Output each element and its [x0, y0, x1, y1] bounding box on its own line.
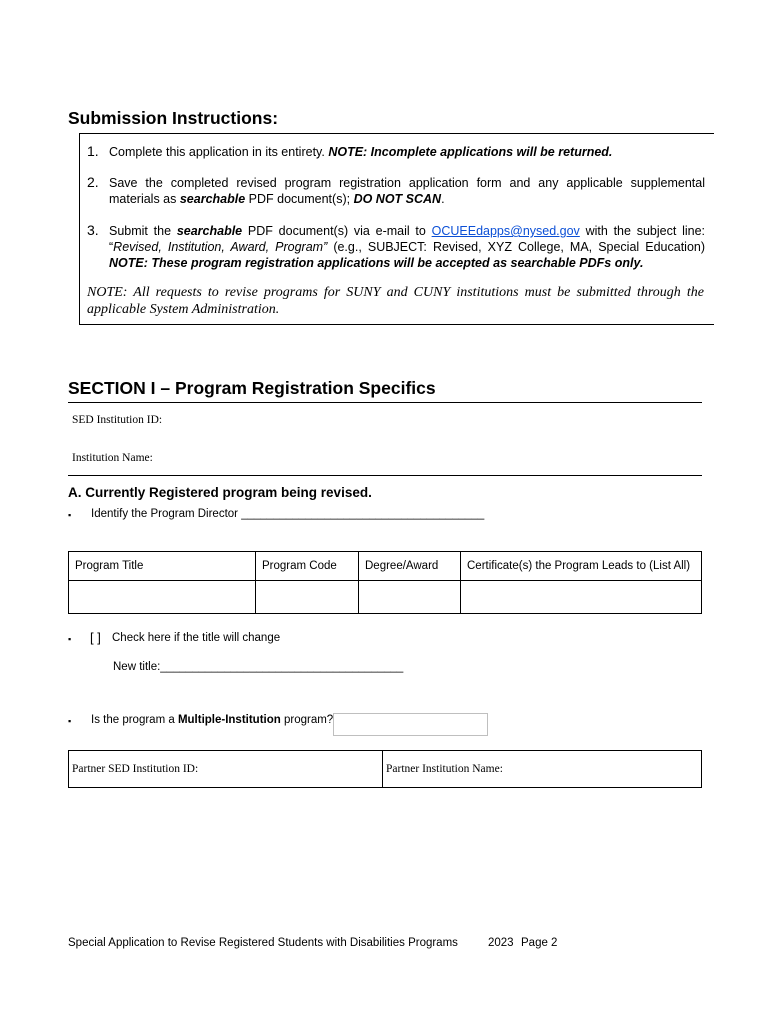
item-2-body-c: .	[441, 192, 445, 206]
footer-page-number: Page 2	[521, 937, 558, 949]
item-3-body-a: Submit the	[109, 224, 177, 238]
institution-info-box	[68, 402, 702, 476]
item-3-number: 3.	[87, 222, 99, 238]
email-link[interactable]: OCUEEdapps@nysed.gov	[431, 224, 580, 238]
item-3-searchable: searchable	[176, 224, 243, 238]
footer-title: Special Application to Revise Registered Students with Disabilities Programs	[68, 937, 458, 949]
section-1-heading: SECTION I – Program Registration Specifics	[68, 378, 436, 398]
item-3-bold-note: NOTE: These program registration applications will be accepted as searchable PDFs only.	[109, 256, 644, 270]
item-2-text	[109, 175, 705, 207]
item-2-searchable: searchable	[179, 192, 246, 206]
part-a-heading: A. Currently Registered program being revised.	[68, 485, 372, 500]
program-code-cell[interactable]	[256, 581, 359, 614]
bullet-icon: ▪	[68, 510, 72, 520]
item-1-text	[109, 144, 705, 160]
title-change-checkbox[interactable]: [ ]	[90, 630, 101, 645]
new-title-field[interactable]: New title:______________________________________	[113, 661, 404, 673]
program-director-field[interactable]: Identify the Program Director ______________________________________	[91, 508, 485, 520]
title-change-label: Check here if the title will change	[112, 632, 281, 644]
item-2-number: 2.	[87, 174, 99, 190]
item-3-body-d: (e.g., SUBJECT: Revised, XYZ College, MA, Special Education)	[327, 240, 706, 254]
footer-year: 2023	[488, 937, 514, 949]
multi-q-prefix: Is the program a	[91, 714, 178, 726]
header-certificates: Certificate(s) the Program Leads to (List All)	[461, 552, 702, 581]
sed-institution-id-label: SED Institution ID:	[72, 414, 163, 426]
partner-sed-id-label: Partner SED Institution ID:	[72, 763, 199, 775]
certificates-cell[interactable]	[461, 581, 702, 614]
table-row	[69, 751, 702, 788]
header-program-code: Program Code	[256, 552, 359, 581]
item-3-subject-format: Revised, Institution, Award, Program”	[113, 240, 328, 254]
item-3-text	[109, 223, 705, 271]
multi-institution-input[interactable]	[333, 713, 488, 736]
suny-cuny-note: NOTE: All requests to revise programs for SUNY and CUNY institutions must be submitted through the applicable System Administration.	[87, 285, 704, 317]
item-2-body-b: PDF document(s);	[245, 192, 354, 206]
partner-name-cell[interactable]	[383, 751, 702, 788]
item-2-body-a: Save the completed revised program registration application form and any applicable supplemental materials as	[109, 176, 705, 206]
program-title-cell[interactable]	[69, 581, 256, 614]
program-table	[68, 551, 702, 614]
item-2-do-not-scan: DO NOT SCAN	[353, 192, 442, 206]
partner-table	[68, 750, 702, 788]
item-3-body-b: PDF document(s) via e-mail to	[242, 224, 432, 238]
header-degree-award: Degree/Award	[359, 552, 461, 581]
table-header-row	[69, 552, 702, 581]
table-row	[69, 581, 702, 614]
bullet-icon: ▪	[68, 716, 72, 726]
degree-award-cell[interactable]	[359, 581, 461, 614]
item-1-bold-note: NOTE: Incomplete applications will be returned.	[328, 145, 613, 159]
institution-name-label: Institution Name:	[72, 452, 153, 464]
partner-sed-id-cell[interactable]	[69, 751, 383, 788]
multi-institution-question	[91, 714, 333, 726]
partner-name-label: Partner Institution Name:	[386, 763, 503, 775]
item-1-body: Complete this application in its entirety.	[109, 145, 329, 159]
multi-q-bold: Multiple-Institution	[177, 714, 281, 726]
multi-q-suffix: program?	[280, 714, 334, 726]
header-program-title: Program Title	[69, 552, 256, 581]
bullet-icon: ▪	[68, 634, 72, 644]
submission-heading: Submission Instructions:	[68, 108, 279, 128]
item-3-body-c: with the subject line: “	[109, 224, 705, 254]
item-1-number: 1.	[87, 143, 99, 159]
